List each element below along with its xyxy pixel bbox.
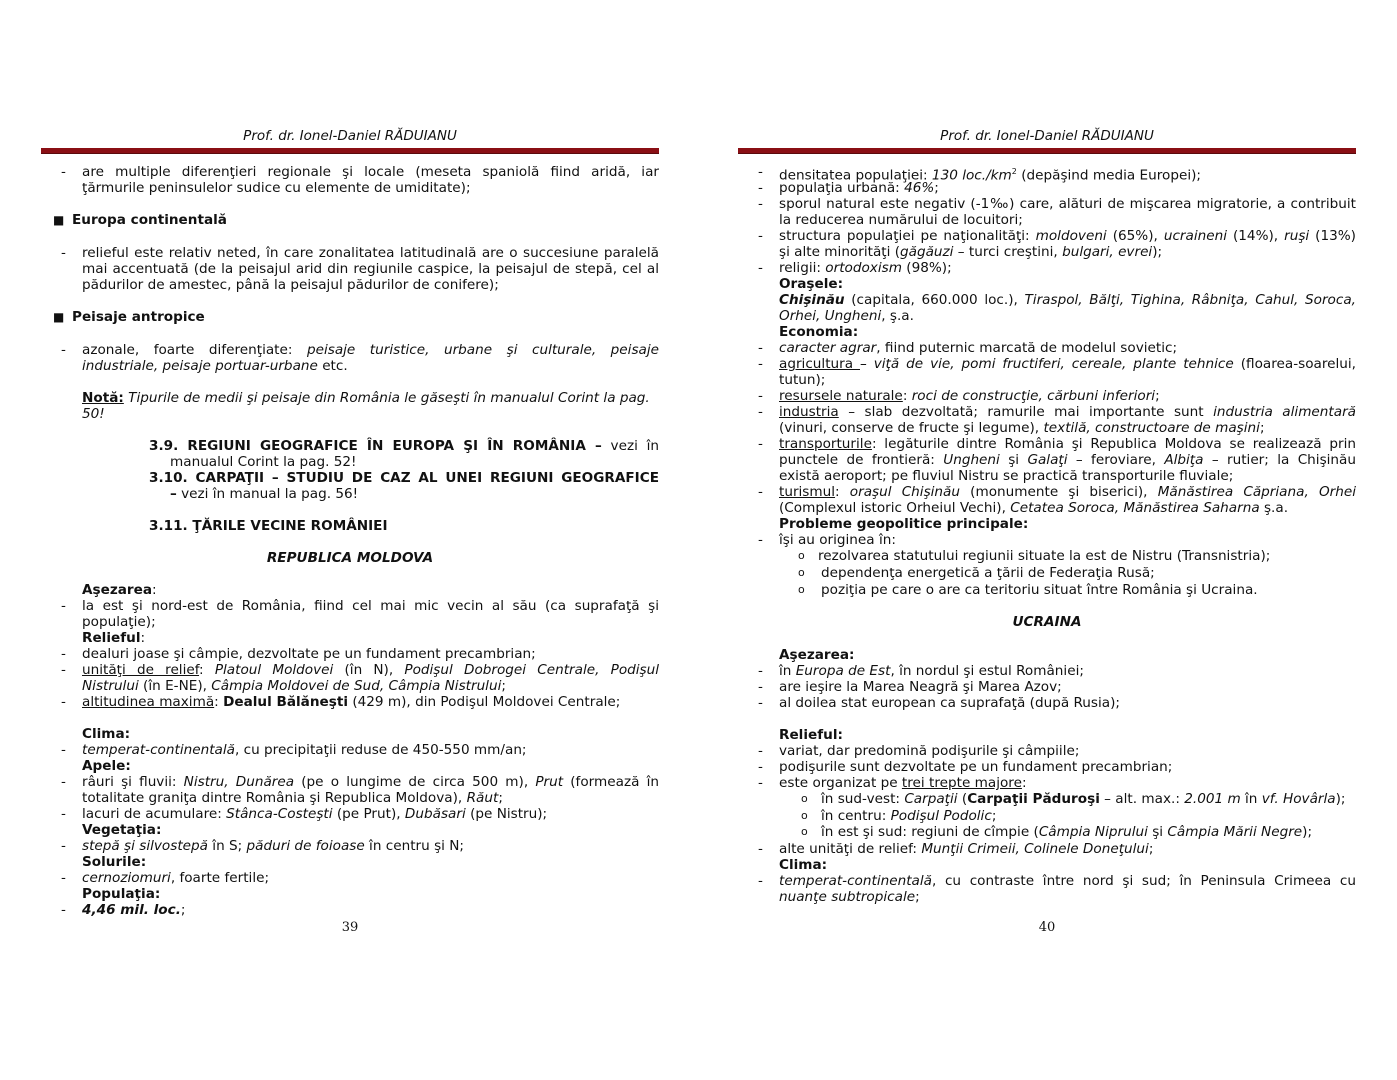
country-title-ucraina: UCRAINA	[1012, 614, 1082, 630]
country-title-moldova: REPUBLICA MOLDOVA	[266, 550, 434, 566]
page-number: 39	[341, 920, 359, 935]
page-number: 40	[1038, 920, 1056, 935]
circle-bullet-icon: o	[801, 809, 808, 822]
header-rule	[41, 148, 659, 154]
page-header-author: Prof. dr. Ionel-Daniel RĂDUIANU	[243, 128, 457, 144]
square-bullet-icon: ■	[53, 310, 65, 324]
circle-bullet-icon: o	[798, 566, 805, 579]
circle-bullet-icon: o	[798, 583, 805, 596]
circle-bullet-icon: o	[801, 825, 808, 838]
square-bullet-icon: ■	[53, 213, 65, 227]
page-header-author: Prof. dr. Ionel-Daniel RĂDUIANU	[940, 128, 1154, 144]
circle-bullet-icon: o	[801, 792, 808, 805]
header-rule	[738, 148, 1356, 154]
circle-bullet-icon: o	[798, 549, 805, 562]
